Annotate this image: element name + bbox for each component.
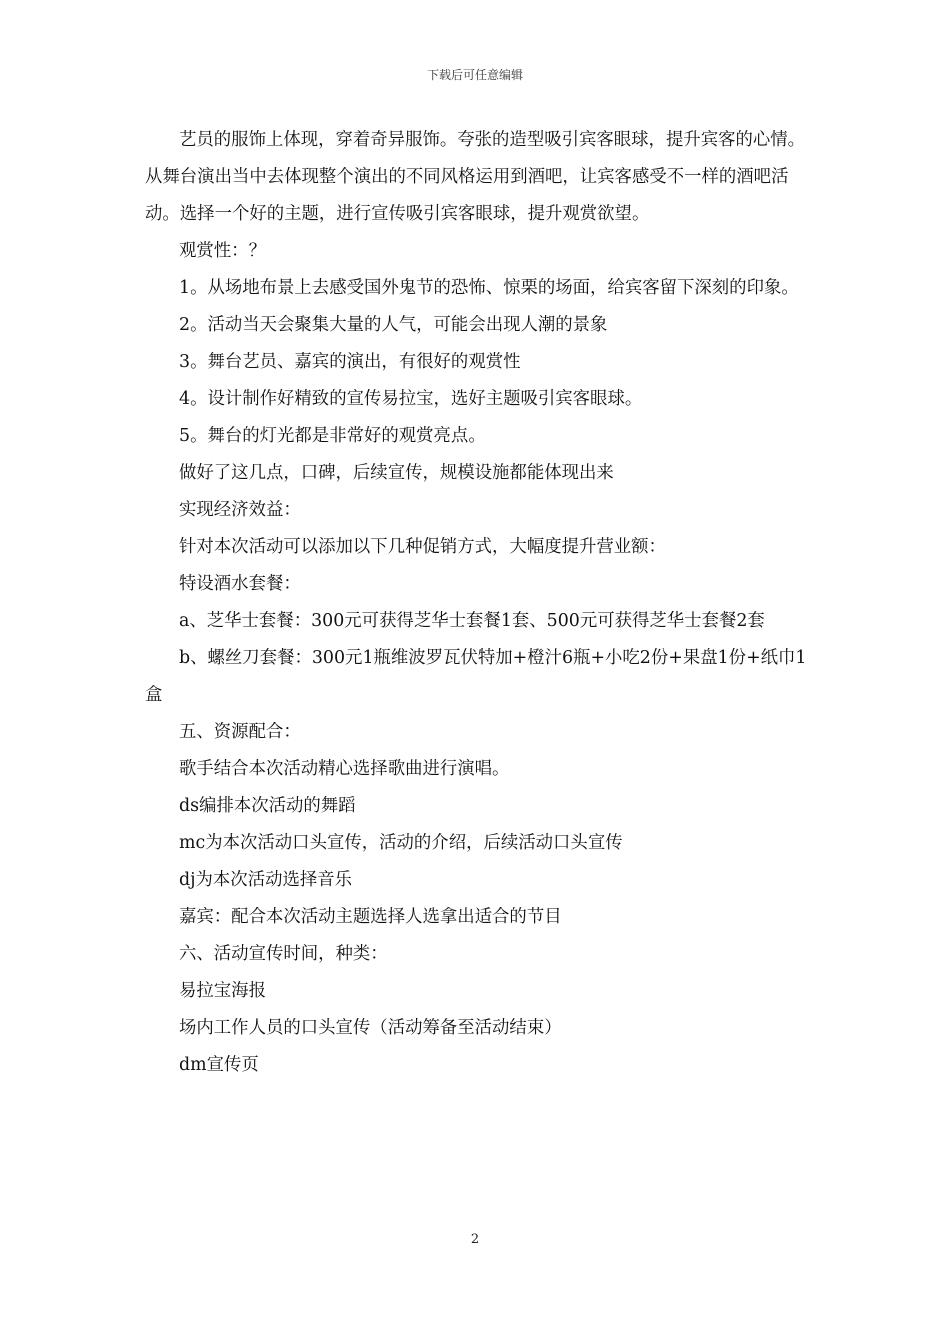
- paragraph: 易拉宝海报: [179, 981, 266, 1001]
- paragraph: 做好了这几点，口碑，后续宣传，规模设施都能体现出来: [179, 463, 614, 483]
- paragraph: a、芝华士套餐：300元可获得芝华士套餐1套、500元可获得芝华士套餐2套: [179, 611, 765, 631]
- paragraph: 3。舞台艺员、嘉宾的演出，有很好的观赏性: [179, 352, 521, 372]
- paragraph: 实现经济效益：: [179, 500, 301, 520]
- paragraph: mc为本次活动口头宣传，活动的介绍，后续活动口头宣传: [179, 833, 623, 853]
- page-header: 下载后可任意编辑: [426, 68, 523, 82]
- page-number: 2: [470, 1232, 480, 1247]
- paragraph: 艺员的服饰上体现，穿着奇异服饰。夸张的造型吸引宾客眼球，提升宾客的心情。从舞台演出当中去体现整个演出的不同风格运用到酒吧，让宾客感受不一样的酒吧活动。选择一个好的主题，进行宣传吸引宾客眼球，提升观赏欲望。: [145, 130, 806, 224]
- paragraph: 特设酒水套餐：: [179, 574, 301, 594]
- paragraph: 5。舞台的灯光都是非常好的观赏亮点。: [179, 426, 486, 446]
- paragraph: dj为本次活动选择音乐: [179, 870, 353, 890]
- paragraph: 2。活动当天会聚集大量的人气，可能会出现人潮的景象: [179, 315, 608, 335]
- paragraph: b、螺丝刀套餐：300元1瓶维波罗瓦伏特加+橙汁6瓶+小吃2份+果盘1份+纸巾1盒: [145, 648, 807, 705]
- paragraph: ds编排本次活动的舞蹈: [179, 796, 356, 816]
- paragraph: 嘉宾：配合本次活动主题选择人选拿出适合的节目: [179, 907, 562, 927]
- paragraph: 观赏性：？: [179, 241, 266, 261]
- paragraph: 歌手结合本次活动精心选择歌曲进行演唱。: [179, 759, 510, 779]
- paragraph: dm宣传页: [179, 1055, 259, 1075]
- paragraph: 4。设计制作好精致的宣传易拉宝，选好主题吸引宾客眼球。: [179, 389, 643, 409]
- paragraph: 六、活动宣传时间，种类：: [179, 944, 388, 964]
- paragraph: 五、资源配合：: [179, 722, 301, 742]
- paragraph: 针对本次活动可以添加以下几种促销方式，大幅度提升营业额：: [179, 537, 666, 557]
- paragraph: 场内工作人员的口头宣传（活动筹备至活动结束）: [179, 1018, 562, 1038]
- paragraph: 1。从场地布景上去感受国外鬼节的恐怖、惊栗的场面，给宾客留下深刻的印象。: [179, 278, 799, 298]
- document-body: [145, 122, 807, 1084]
